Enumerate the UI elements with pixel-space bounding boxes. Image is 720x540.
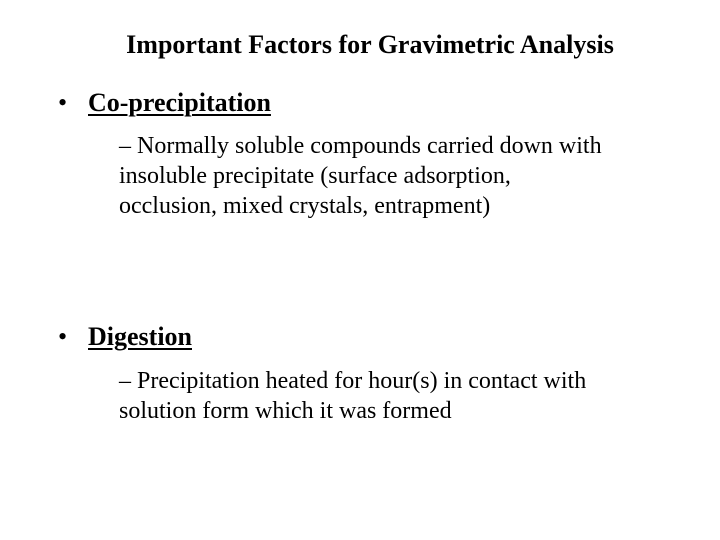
bullet-digestion — [58, 320, 192, 354]
bullet-marker: • — [58, 88, 68, 117]
slide-title-text: Important Factors for Gravimetric Analysis — [126, 30, 614, 59]
sub-point-digestion — [119, 366, 679, 396]
sub-point-text: solution form which it was formed — [119, 398, 452, 424]
sub-point-line — [119, 366, 679, 396]
sub-point-text: Precipitation heated for hour(s) in contact with — [137, 368, 587, 394]
sub-point-text: occlusion, mixed crystals, entrapment) — [119, 193, 491, 219]
sub-point-text: Normally soluble compounds carried down with — [137, 133, 602, 159]
dash-marker: – — [119, 133, 131, 159]
bullet-marker: • — [58, 322, 68, 351]
sub-point-text: insoluble precipitate (surface adsorption, — [119, 163, 511, 189]
sub-point-line — [119, 131, 679, 161]
slide-title — [0, 28, 720, 62]
bullet-co-precipitation — [58, 86, 271, 120]
sub-point-continuation — [119, 161, 679, 221]
dash-marker: – — [119, 368, 131, 394]
sub-point-continuation — [119, 396, 679, 426]
bullet-label: Co-precipitation — [88, 88, 271, 117]
bullet-label: Digestion — [88, 322, 192, 351]
